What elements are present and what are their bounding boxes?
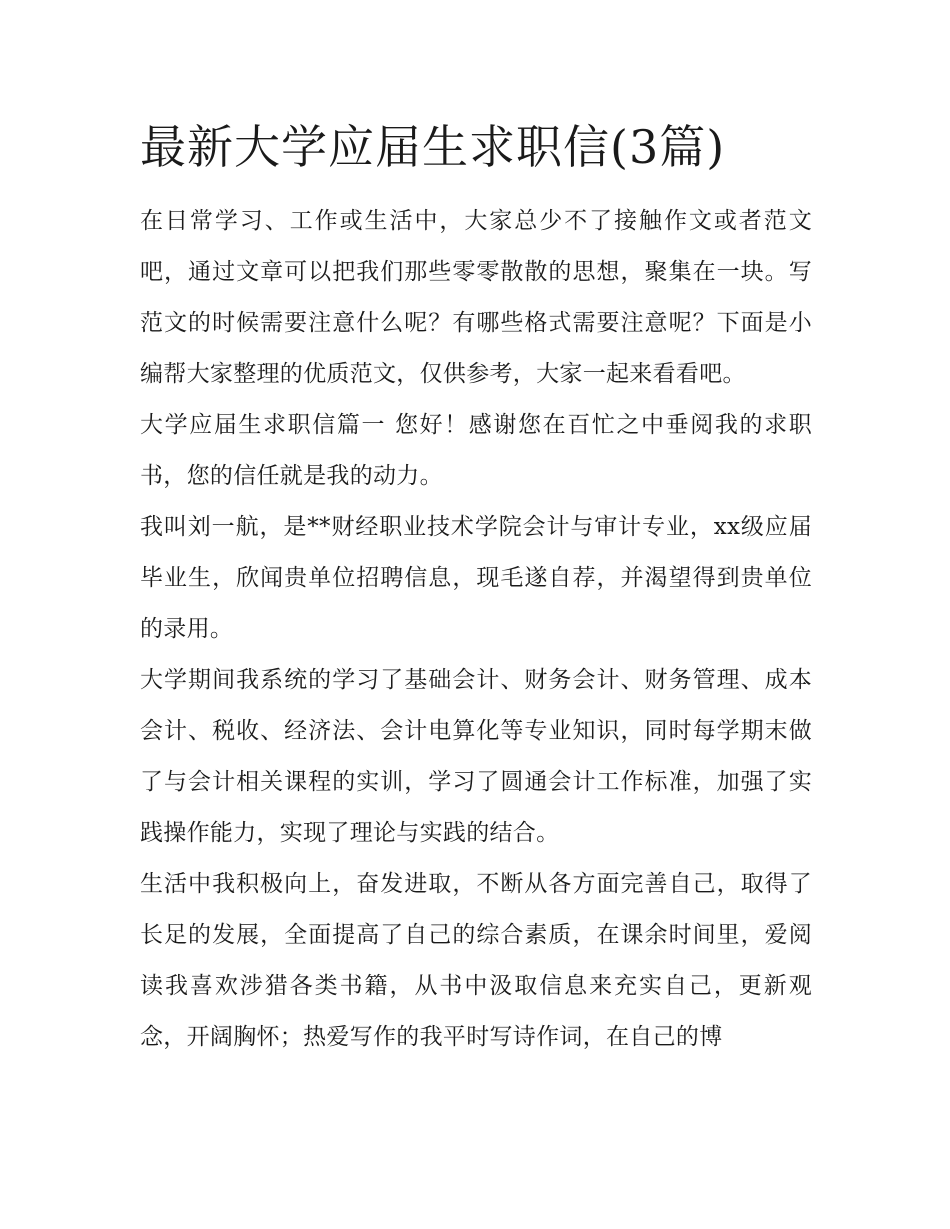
paragraph-intro: 在日常学习、工作或生活中，大家总少不了接触作文或者范文吧，通过文章可以把我们那些零零散散的思想，聚集在一块。写范文的时候需要注意什么呢？有哪些格式需要注意呢？下面是小编帮大家整理的优质范文，仅供参考，大家一起来看看吧。 [140, 208, 812, 387]
paragraph-studies: 大学期间我系统的学习了基础会计、财务会计、财务管理、成本会计、税收、经济法、会计电算化等专业知识，同时每学期末做了与会计相关课程的实训，学习了圆通会计工作标准，加强了实践操作能力，实现了理论与实践的结合。 [140, 667, 812, 846]
paragraph-greeting: 大学应届生求职信篇一 您好！感谢您在百忙之中垂阅我的求职书，您的信任就是我的动力。 [140, 412, 812, 489]
document-title: 最新大学应届生求职信(3篇) [140, 120, 726, 174]
document-body [140, 196, 812, 1063]
paragraph-self-introduction: 我叫刘一航，是**财经职业技术学院会计与审计专业，xx级应届毕业生，欣闻贵单位招聘信息，现毛遂自荐，并渴望得到贵单位的录用。 [140, 514, 812, 642]
document-page [140, 112, 812, 1063]
paragraph-personal-life: 生活中我积极向上，奋发进取，不断从各方面完善自己，取得了长足的发展，全面提高了自己的综合素质，在课余时间里，爱阅读我喜欢涉猎各类书籍，从书中汲取信息来充实自己，更新观念，开阔胸怀；热爱写作的我平时写诗作词，在自己的博 [140, 871, 812, 1050]
